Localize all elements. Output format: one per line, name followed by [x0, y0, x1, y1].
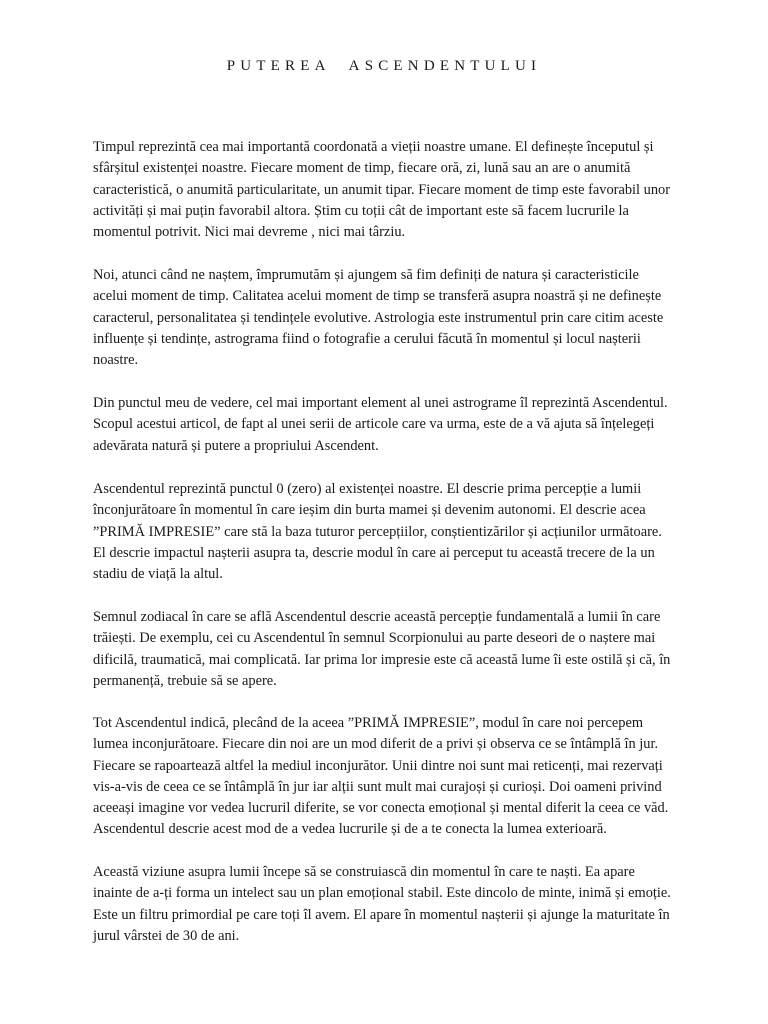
- text-line: momentul potrivit. Nici mai devreme , nici mai târziu.: [93, 224, 406, 241]
- text-line: Timpul reprezintă cea mai importantă coordonată a vieții noastre umane. El definește începutul și: [93, 139, 654, 155]
- text-line: adevărata natură și putere a propriului Ascendent.: [93, 437, 379, 454]
- text-line: Din punctul meu de vedere, cel mai important element al unei astrograme îl reprezintă Ascendentul.: [93, 395, 668, 411]
- paragraph-7: [93, 862, 718, 947]
- paragraph-5: [93, 607, 718, 692]
- paragraph-6: [93, 713, 718, 841]
- text-line: ”PRIMĂ IMPRESIE” care stă la baza tuturor percepțiilor, conștientizărilor și acțiunilor următoare.: [93, 523, 662, 540]
- paragraph-1: [93, 137, 718, 243]
- text-line: Tot Ascendentul indică, plecând de la aceea ”PRIMĂ IMPRESIE”, modul în care noi percepem: [93, 715, 644, 731]
- text-line: Semnul zodiacal în care se află Ascendentul descrie această percepție fundamentală a lumii în care: [93, 609, 661, 625]
- text-line: aceeași imagine vor vedea lucruril diferite, se vor conecta emoțional și mental diferit la ceea ce văd.: [93, 800, 669, 817]
- text-line: Fiecare se rapoartează altfel la mediul inconjurător. Unii dintre noi sunt mai reticenți, mai rezervați: [93, 757, 663, 774]
- text-line: El descrie impactul nașterii asupra ta, descrie modul în care ai perceput tu această trecere de la un: [93, 544, 655, 561]
- text-line: influențe și tendințe, astrograma fiind o fotografie a cerului făcută în momentul și locul nașterii: [93, 330, 641, 347]
- text-line: înconjurătoare în momentul în care ieșim din burta mamei și devenim autonomi. El descrie acea: [93, 502, 646, 519]
- text-line: activități și mai puțin favorabil altora. Știm cu toții cât de important este să facem lucrurile la: [93, 202, 629, 219]
- text-line: Este un filtru primordial pe care toți îl avem. El apare în momentul nașterii și ajunge la maturitate în: [93, 906, 670, 923]
- text-line: Această viziune asupra lumii începe să se construiască din momentul în care te naști. Ea apare: [93, 864, 635, 880]
- title-word-1: PUTEREA: [226, 58, 331, 74]
- text-line: dificilă, traumatică, mai complicată. Iar prima lor impresie este că această lume îi este ostilă și că, în: [93, 651, 671, 668]
- text-line: Ascendentul descrie acest mod de a vedea lucrurile și de a te conecta la lumea exterioară.: [93, 821, 607, 838]
- text-line: vis-a-vis de ceea ce se întâmplă în jur iar alții sunt mult mai curajoși și curioși. Doi oameni privind: [93, 778, 662, 795]
- text-line: Scopul acestui articol, de fapt al unei serii de articole care va urma, este de a vă ajuta să înțelegeți: [93, 416, 655, 433]
- paragraph-3: [93, 393, 718, 457]
- document-title: [0, 58, 768, 75]
- text-line: trăiești. De exemplu, cei cu Ascendentul în semnul Scorpionului au parte deseori de o naștere mai: [93, 630, 656, 647]
- text-line: jurul vârstei de 30 de ani.: [93, 927, 240, 944]
- paragraph-2: [93, 265, 718, 371]
- text-line: permanență, trebuie să se apere.: [93, 672, 277, 689]
- text-line: Noi, atunci când ne naștem, împrumutăm și ajungem să fim definiți de natura și caracteristicile: [93, 267, 639, 283]
- paragraph-4: [93, 479, 718, 585]
- text-line: sfârșitul existenței noastre. Fiecare moment de timp, fiecare oră, zi, lună sau an are o anumită: [93, 160, 631, 177]
- text-line: noastre.: [93, 352, 139, 369]
- text-line: caracterul, personalitatea și tendințele evolutive. Astrologia este instrumentul prin care citim aceste: [93, 309, 664, 326]
- text-line: stadiu de viață la altul.: [93, 566, 223, 583]
- text-line: Ascendentul reprezintă punctul 0 (zero) al existenței noastre. El descrie prima percepție a lumii: [93, 481, 642, 497]
- text-line: lumea inconjurătoare. Fiecare din noi are un mod diferit de a privi și observa ce se întâmplă în jur.: [93, 736, 659, 753]
- text-line: acelui moment de timp. Calitatea acelui moment de timp se transferă asupra noastră și ne definește: [93, 288, 662, 305]
- text-line: caracteristică, o anumită particularitate, un anumit tipar. Fiecare moment de timp este favorabil unor: [93, 181, 671, 198]
- title-word-2: ASCENDENTULUI: [348, 58, 542, 74]
- text-line: inainte de a-ți forma un intelect sau un plan emoțional stabil. Este dincolo de minte, inimă și emoție.: [93, 885, 671, 902]
